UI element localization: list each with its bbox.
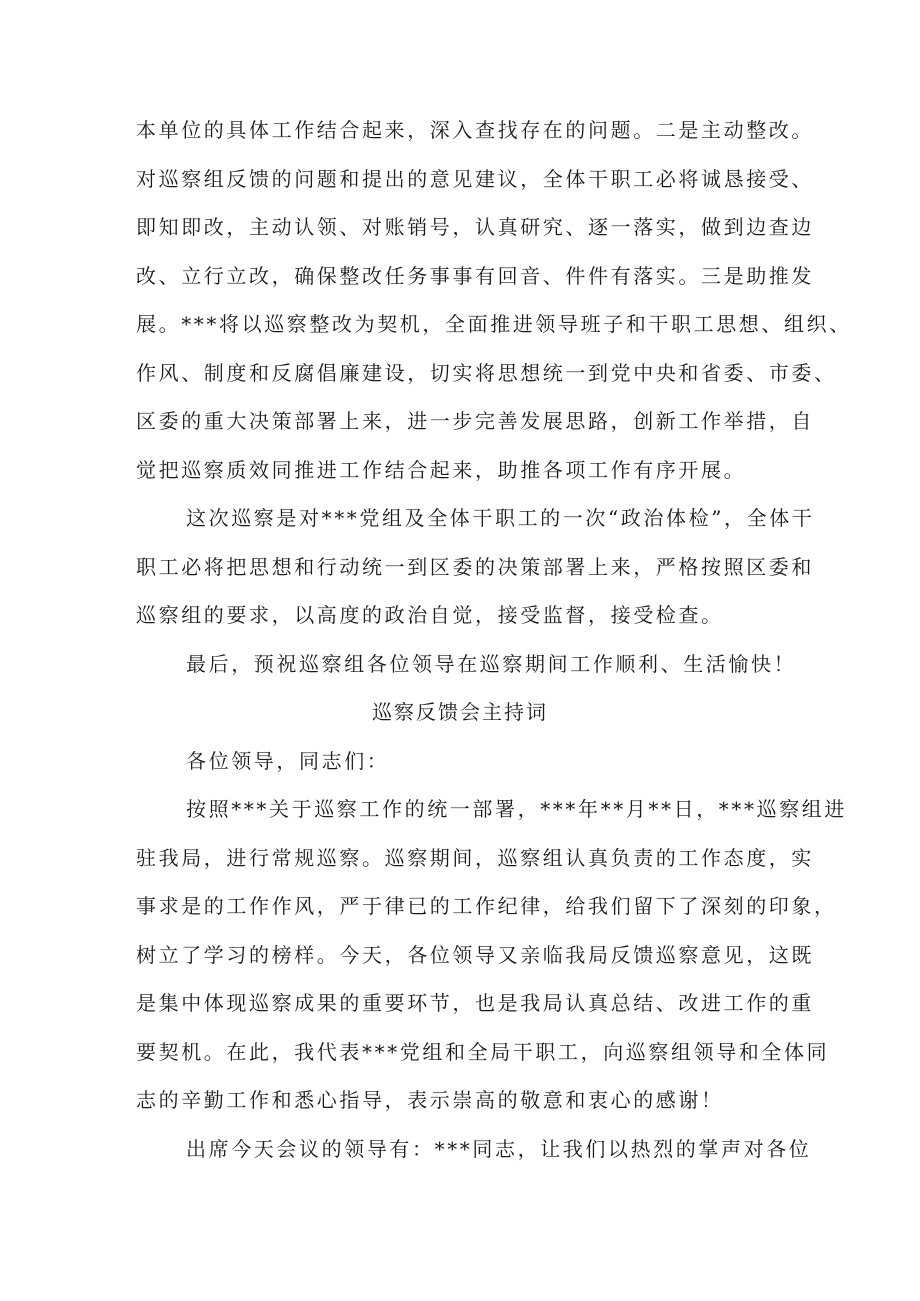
body-line: 即知即改，主动认领、对账销号，认真研究、逐一落实，做到边查边 <box>136 215 814 239</box>
body-line: 树立了学习的榜样。今天，各位领导又亲临我局反馈巡察意见，这既 <box>136 943 814 967</box>
paragraph-first-line: 按照***关于巡察工作的统一部署，***年**月**日，***巡察组进 <box>186 797 847 821</box>
body-line: 巡察组的要求，以高度的政治自觉，接受监督，接受检查。 <box>136 603 724 627</box>
paragraph-first-line: 出席今天会议的领导有：***同志，让我们以热烈的掌声对各位 <box>186 1137 812 1161</box>
paragraph-first-line: 最后，预祝巡察组各位领导在巡察期间工作顺利、生活愉快！ <box>186 652 797 676</box>
body-line: 志的辛勤工作和悉心指导，表示崇高的敬意和衷心的感谢！ <box>136 1088 724 1112</box>
section-title: 巡察反馈会主持词 <box>372 700 548 724</box>
body-line: 区委的重大决策部署上来，进一步完善发展思路，创新工作举措，自 <box>136 409 814 433</box>
body-line: 作风、制度和反腐倡廉建设，切实将思想统一到党中央和省委、市委、 <box>136 361 837 385</box>
body-line: 是集中体现巡察成果的重要环节，也是我局认真总结、改进工作的重 <box>136 991 814 1015</box>
body-line: 要契机。在此，我代表***党组和全局干职工，向巡察组领导和全体同 <box>136 1040 830 1064</box>
salutation: 各位领导，同志们： <box>186 749 390 773</box>
body-line: 驻我局，进行常规巡察。巡察期间，巡察组认真负责的工作态度，实 <box>136 846 814 870</box>
body-line: 职工必将把思想和行动统一到区委的决策部署上来，严格按照区委和 <box>136 555 814 579</box>
body-line: 本单位的具体工作结合起来，深入查找存在的问题。二是主动整改。 <box>136 118 814 142</box>
body-line: 展。***将以巡察整改为契机，全面推进领导班子和干职工思想、组织、 <box>136 312 852 336</box>
body-line: 改、立行立改，确保整改任务事事有回音、件件有落实。三是助推发 <box>136 264 814 288</box>
paragraph-first-line: 这次巡察是对***党组及全体干职工的一次“政治体检”，全体干 <box>186 506 815 530</box>
body-line: 事求是的工作作风，严于律已的工作纪律，给我们留下了深刻的印象， <box>136 894 837 918</box>
body-line: 觉把巡察质效同推进工作结合起来，助推各项工作有序开展。 <box>136 458 747 482</box>
body-line: 对巡察组反馈的问题和提出的意见建议，全体干职工必将诚恳接受、 <box>136 167 814 191</box>
